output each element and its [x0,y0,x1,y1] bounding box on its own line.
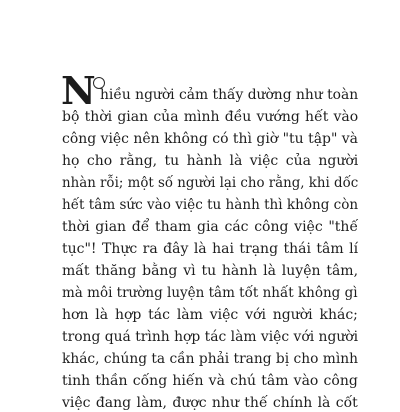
text-line: tục"! Thực ra đây là hai trạng thái tâm lí [62,241,359,257]
text-line: bộ thời gian của mình đều vướng hết vào [62,109,359,125]
text-line: họ cho rằng, tu hành là việc của người [62,153,359,169]
text-line: mà môi trường luyện tâm tốt nhất không gì [62,285,358,301]
text-line: khác, chúng ta cần phải trang bị cho mình [62,351,358,367]
text-line: việc đang làm, được như thế chính là cốt [62,395,358,411]
text-line: nhàn rỗi; một số người lại cho rằng, khi dốc [62,175,359,191]
text-line: tinh thần cống hiến và chú tâm vào công [62,373,358,389]
text-line: công việc nên không có thì giờ "tu tập" và [62,131,359,147]
text-line: hết tâm sức vào việc tu hành thì không còn [62,197,359,213]
text-line: thời gian để tham gia các công việc "thế [62,219,359,235]
text-line: hơn là hợp tác làm việc với người khác; [62,307,358,323]
text-line: mất thăng bằng vì tu hành là luyện tâm, [62,263,359,279]
drop-cap-letter: N [61,68,96,113]
text-line: hiều người cảm thấy dường như toàn [100,87,359,103]
text-line: trong quá trình hợp tác làm việc với người [62,329,359,345]
